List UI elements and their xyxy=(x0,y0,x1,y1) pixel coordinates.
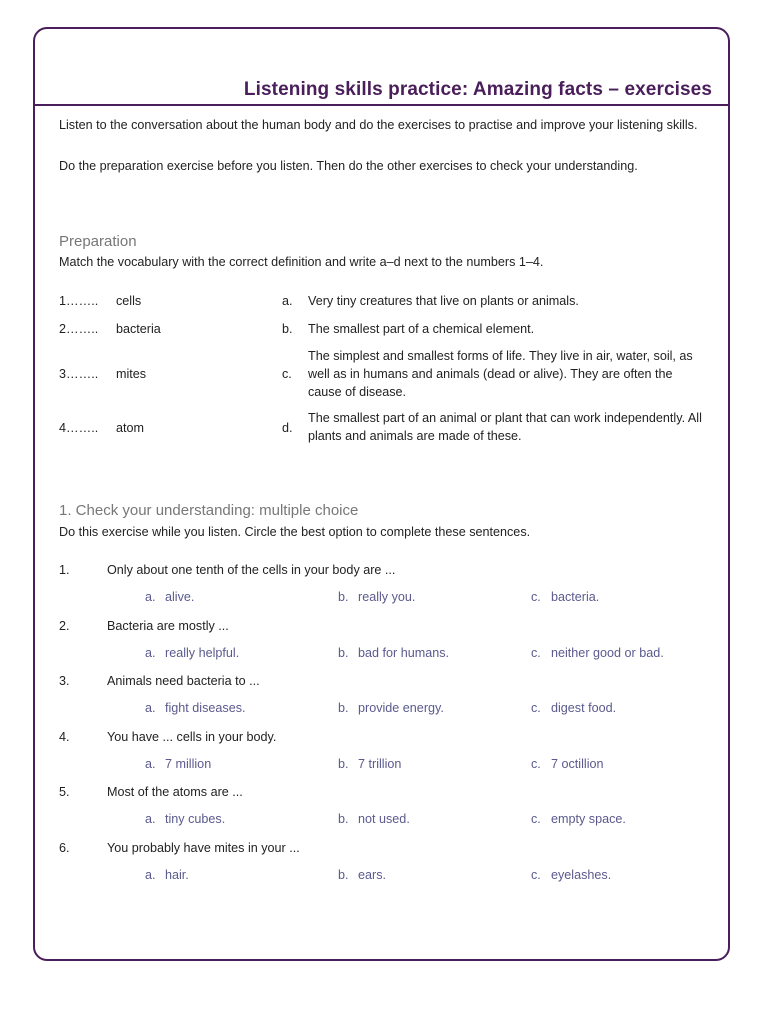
question-text: You probably have mites in your ... xyxy=(107,841,300,855)
question-number: 5. xyxy=(59,785,70,799)
question-number: 6. xyxy=(59,841,70,855)
question-text: Animals need bacteria to ... xyxy=(107,674,260,688)
definition-text: Very tiny creatures that live on plants or animals. xyxy=(308,294,579,308)
vocab-number[interactable]: 4…….. xyxy=(59,421,99,435)
option-c[interactable]: c. empty space. xyxy=(531,812,626,826)
option-b[interactable]: b. 7 trillion xyxy=(338,757,402,771)
preparation-heading: Preparation xyxy=(59,233,137,250)
vocab-word: atom xyxy=(116,421,144,435)
preparation-instruction: Match the vocabulary with the correct definition and write a–d next to the numbers 1–4. xyxy=(59,255,544,269)
option-a[interactable]: a. hair. xyxy=(145,868,189,882)
title-divider xyxy=(35,104,728,106)
vocab-number[interactable]: 3…….. xyxy=(59,367,99,381)
option-b[interactable]: b. not used. xyxy=(338,812,410,826)
option-a[interactable]: a. fight diseases. xyxy=(145,701,246,715)
question-text: Bacteria are mostly ... xyxy=(107,619,229,633)
question-number: 2. xyxy=(59,619,70,633)
definition-letter: b. xyxy=(282,322,293,336)
question-text: You have ... cells in your body. xyxy=(107,730,277,744)
question-number: 4. xyxy=(59,730,70,744)
definition-text: The smallest part of a chemical element. xyxy=(308,322,535,336)
option-a[interactable]: a. really helpful. xyxy=(145,646,240,660)
vocab-number[interactable]: 2…….. xyxy=(59,322,99,336)
option-c[interactable]: c. 7 octillion xyxy=(531,757,604,771)
option-b[interactable]: b. provide energy. xyxy=(338,701,444,715)
definition-letter: d. xyxy=(282,421,293,435)
option-b[interactable]: b. ears. xyxy=(338,868,386,882)
multiple-choice-instruction: Do this exercise while you listen. Circle the best option to complete these sentences. xyxy=(59,525,531,539)
intro-paragraph-1: Listen to the conversation about the human body and do the exercises to practise and improve your listening skills. xyxy=(59,118,698,132)
option-c[interactable]: c. digest food. xyxy=(531,701,617,715)
option-a[interactable]: a. alive. xyxy=(145,590,195,604)
option-b[interactable]: b. bad for humans. xyxy=(338,646,450,660)
vocab-word: bacteria xyxy=(116,322,161,336)
definition-text: The smallest part of an animal or plant that can work independently. All plants and animals are made of these. xyxy=(308,411,702,443)
definition-letter: a. xyxy=(282,294,293,308)
vocab-word: mites xyxy=(116,367,147,381)
definition-letter: c. xyxy=(282,367,292,381)
page-title: Listening skills practice: Amazing facts – exercises xyxy=(243,79,712,100)
multiple-choice-heading: 1. Check your understanding: multiple choice xyxy=(59,502,359,519)
question-number: 3. xyxy=(59,674,70,688)
vocab-number[interactable]: 1…….. xyxy=(59,294,99,308)
definition-text: The simplest and smallest forms of life. They live in air, water, soil, as well as in humans and animals (dead or alive). They are often the cause of disease. xyxy=(308,349,693,399)
option-a[interactable]: a. tiny cubes. xyxy=(145,812,226,826)
option-c[interactable]: c. neither good or bad. xyxy=(531,646,664,660)
question-text: Most of the atoms are ... xyxy=(107,785,243,799)
option-c[interactable]: c. eyelashes. xyxy=(531,868,612,882)
intro-paragraph-2: Do the preparation exercise before you listen. Then do the other exercises to check your understanding. xyxy=(59,159,638,173)
option-a[interactable]: a. 7 million xyxy=(145,757,212,771)
question-number: 1. xyxy=(59,563,70,577)
question-text: Only about one tenth of the cells in your body are ... xyxy=(107,563,396,577)
option-c[interactable]: c. bacteria. xyxy=(531,590,600,604)
option-b[interactable]: b. really you. xyxy=(338,590,416,604)
vocab-word: cells xyxy=(116,294,142,308)
